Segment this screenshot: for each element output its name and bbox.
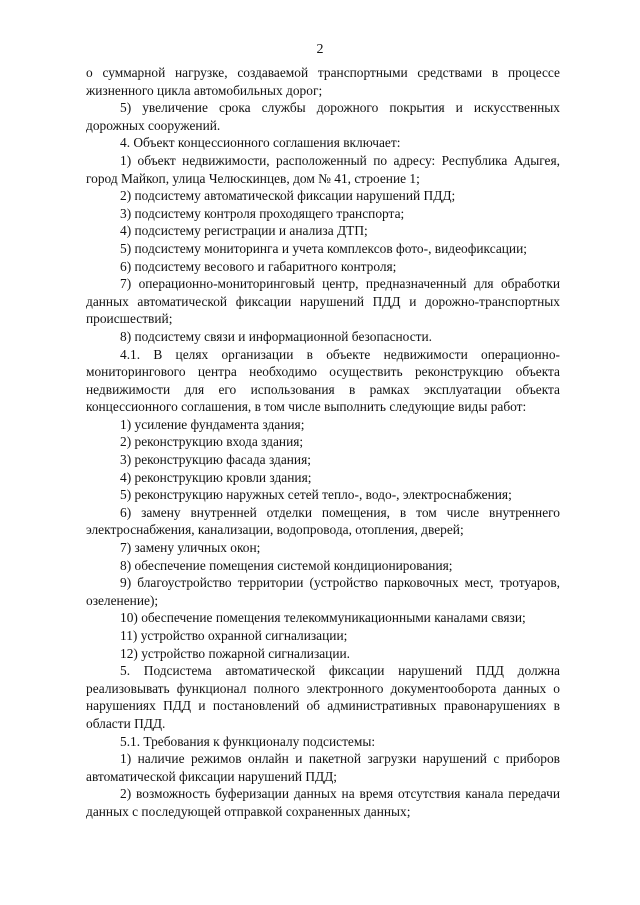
paragraph: 2) реконструкцию входа здания;	[120, 434, 304, 450]
paragraph: 3) подсистему контроля проходящего транспорта;	[120, 205, 405, 221]
paragraph: 2) подсистему автоматической фиксации нарушений ПДД;	[120, 188, 456, 204]
paragraph: 6) подсистему весового и габаритного контроля;	[120, 258, 397, 274]
paragraph: 3) реконструкцию фасада здания;	[120, 452, 311, 468]
paragraph: 12) устройство пожарной сигнализации.	[120, 645, 351, 661]
paragraph: 1) усиление фундамента здания;	[120, 416, 305, 432]
paragraph: 1) наличие режимов онлайн и пакетной загрузки нарушений с приборов автоматической фиксации нарушений ПДД;	[86, 751, 560, 784]
paragraph: 5. Подсистема автоматической фиксации нарушений ПДД должна реализовывать функционал полного электронного документооборота данных о нарушениях ПДД и постановлений об административных правонарушениях в области ПДД.	[86, 663, 560, 731]
paragraph: 10) обеспечение помещения телекоммуникационными каналами связи;	[120, 610, 526, 626]
paragraph: 7) операционно-мониторинговый центр, предназначенный для обработки данных автоматической фиксации нарушений ПДД и дорожно-транспортных происшествий;	[86, 276, 560, 327]
paragraph: 6) замену внутренней отделки помещения, в том числе внутреннего электроснабжения, канализации, водопровода, отопления, дверей;	[86, 504, 560, 538]
page-number: 2	[316, 42, 324, 57]
paragraph: 11) устройство охранной сигнализации;	[120, 628, 348, 643]
paragraph: 4) реконструкцию кровли здания;	[120, 469, 312, 485]
paragraph: 5.1. Требования к функционалу подсистемы:	[120, 733, 376, 749]
paragraph: 1) объект недвижимости, расположенный по адресу: Республика Адыгея, город Майкоп, улица Челюскинцев, дом № 41, строение 1;	[86, 152, 560, 186]
paragraph: 9) благоустройство территории (устройство парковочных мест, тротуаров, озеленение);	[86, 575, 560, 608]
paragraph: 5) увеличение срока службы дорожного покрытия и искусственных дорожных сооружений.	[86, 100, 560, 133]
paragraph: 4. Объект концессионного соглашения включает:	[120, 135, 401, 151]
paragraph: 4) подсистему регистрации и анализа ДТП;	[120, 223, 368, 239]
paragraph: 4.1. В целях организации в объекте недвижимости операционно-мониторингового центра необходимо осуществить реконструкцию объекта недвижимости для его использования в рамках эксплуатации объекта концессионного соглашения, в том числе выполнить следующие виды работ:	[86, 346, 560, 415]
paragraph: 7) замену уличных окон;	[120, 540, 261, 556]
paragraph: 2) возможность буферизации данных на время отсутствия канала передачи данных с последующей отправкой сохраненных данных;	[86, 786, 560, 819]
paragraph: 8) подсистему связи и информационной безопасности.	[120, 328, 433, 344]
document-body	[86, 64, 560, 821]
paragraph: 8) обеспечение помещения системой кондиционирования;	[120, 557, 453, 573]
paragraph: 5) реконструкцию наружных сетей тепло-, водо-, электроснабжения;	[120, 487, 512, 503]
paragraph: 5) подсистему мониторинга и учета комплексов фото-, видеофиксации;	[120, 240, 527, 256]
paragraph: о суммарной нагрузке, создаваемой транспортными средствами в процессе жизненного цикла автомобильных дорог;	[86, 65, 560, 98]
